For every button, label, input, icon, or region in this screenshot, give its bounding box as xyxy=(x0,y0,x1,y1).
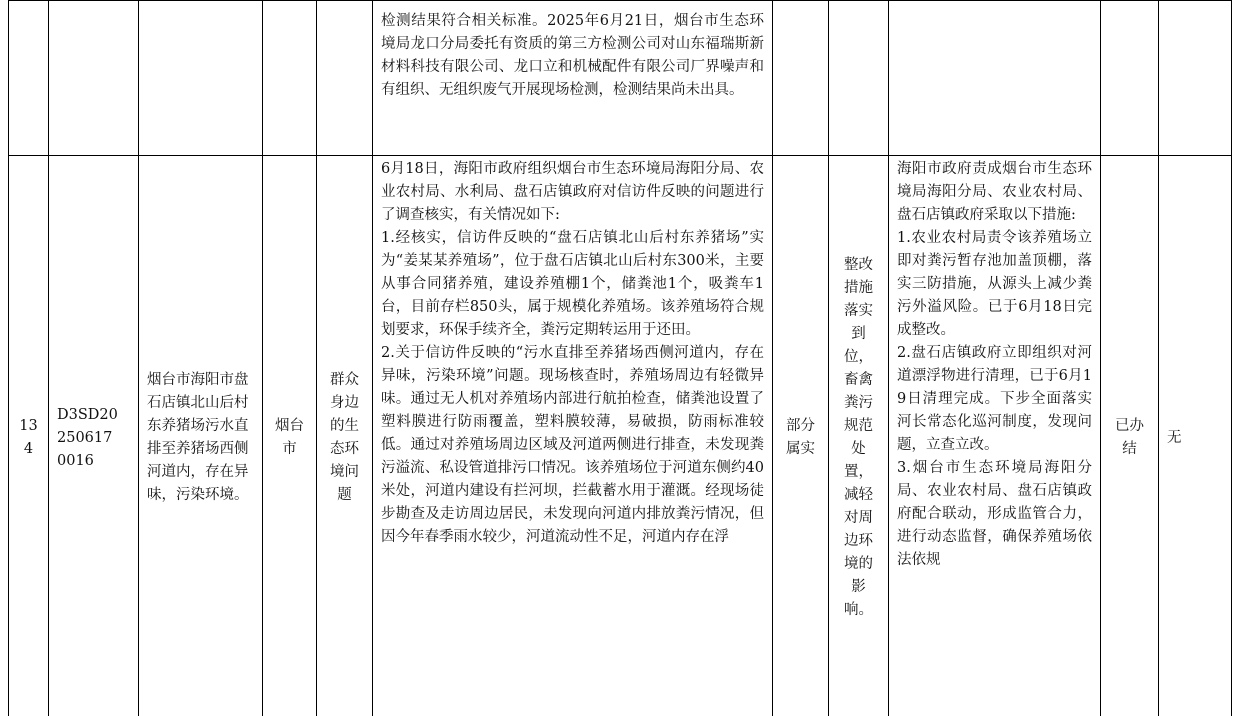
cell-status-measures xyxy=(889,1,1101,156)
cell-investigation xyxy=(373,156,773,716)
cell-category xyxy=(317,1,373,156)
cell-status xyxy=(1101,1,1159,156)
cell-status-measures xyxy=(889,156,1101,716)
cell-administrative: 烟台市 xyxy=(263,156,317,716)
table-row xyxy=(9,1,1232,156)
cell-code xyxy=(49,1,139,156)
cell-accountability xyxy=(1159,1,1232,156)
investigation-line: 6月18日，海阳市政府组织烟台市生态环境局海阳分局、农业农村局、水利局、盘石店镇政府对信访件反映的问题进行了调查核实，有关情况如下: xyxy=(381,161,764,223)
cell-content xyxy=(139,1,263,156)
status-measure-line: 2.盘石店镇政府立即组织对河道漂浮物进行清理，已于6月19日清理完成。下步全面落实河长常态化巡河制度，发现问题，立查立改。 xyxy=(897,345,1092,453)
cell-administrative xyxy=(263,1,317,156)
cell-content: 烟台市海阳市盘石店镇北山后村东养猪场污水直排至养猪场西侧河道内，存在异味，污染环境。 xyxy=(139,156,263,716)
cell-measures: 整改措施落实到位，畜禽粪污规范处置，减轻对周边环境的影响。 xyxy=(829,156,889,716)
cell-code: D3SD20 250617 0016 xyxy=(49,156,139,716)
cell-no xyxy=(9,1,49,156)
investigation-line: 1.经核实，信访件反映的“盘石店镇北山后村东养猪场”实为“姜某某养殖场”，位于盘石店镇北山后村东300米，主要从事合同猪养殖，建设养殖棚1个，储粪池1个，吸粪车1台，目前存栏850头，属于规模化养殖场。该养殖场符合规划要求，环保手续齐全，粪污定期转运用于还田。 xyxy=(381,230,764,338)
cell-investigation: 检测结果符合相关标准。2025年6月21日，烟台市生态环境局龙口分局委托有资质的第三方检测公司对山东福瑞斯新材料科技有限公司、龙口立和机械配件有限公司厂界噪声和有组织、无组织废气开展现场检测，检测结果尚未出具。 xyxy=(373,1,773,156)
cell-no: 134 xyxy=(9,156,49,716)
cell-accountability: 无 xyxy=(1159,156,1232,716)
investigation-line: 2.关于信访件反映的“污水直排至养猪场西侧河道内，存在异味，污染环境”问题。现场核查时，养殖场周边有轻微异味。通过无人机对养殖场内部进行航拍检查，储粪池设置了塑料膜进行防雨覆盖，塑料膜较薄，易破损，防雨标准较低。通过对养殖场周边区域及河道两侧进行排查，未发现粪污溢流、私设管道排污口情况。该养殖场位于河道东侧约40米处，河道内建设有拦河坝，拦截蓄水用于灌溉。经现场徒步勘查及走访周边居民，未发现向河道内排放粪污情况，但因今年春季雨水较少，河道流动性不足，河道内存在浮 xyxy=(381,345,764,545)
cell-measures xyxy=(829,1,889,156)
status-measure-line: 1.农业农村局责令该养殖场立即对粪污暂存池加盖顶棚，落实三防措施，从源头上减少粪污外溢风险。已于6月18日完成整改。 xyxy=(897,230,1092,338)
status-measure-line: 3.烟台市生态环境局海阳分局、农业农村局、盘石店镇政府配合联动，形成监管合力，进行动态监督，确保养殖场依法依规 xyxy=(897,460,1092,568)
petition-table xyxy=(8,0,1232,716)
status-measure-line: 海阳市政府责成烟台市生态环境局海阳分局、农业农村局、盘石店镇政府采取以下措施: xyxy=(897,161,1092,223)
cell-verdict xyxy=(773,1,829,156)
cell-verdict: 部分属实 xyxy=(773,156,829,716)
table-row xyxy=(9,156,1232,716)
cell-category: 群众身边的生态环境问题 xyxy=(317,156,373,716)
cell-status: 已办结 xyxy=(1101,156,1159,716)
